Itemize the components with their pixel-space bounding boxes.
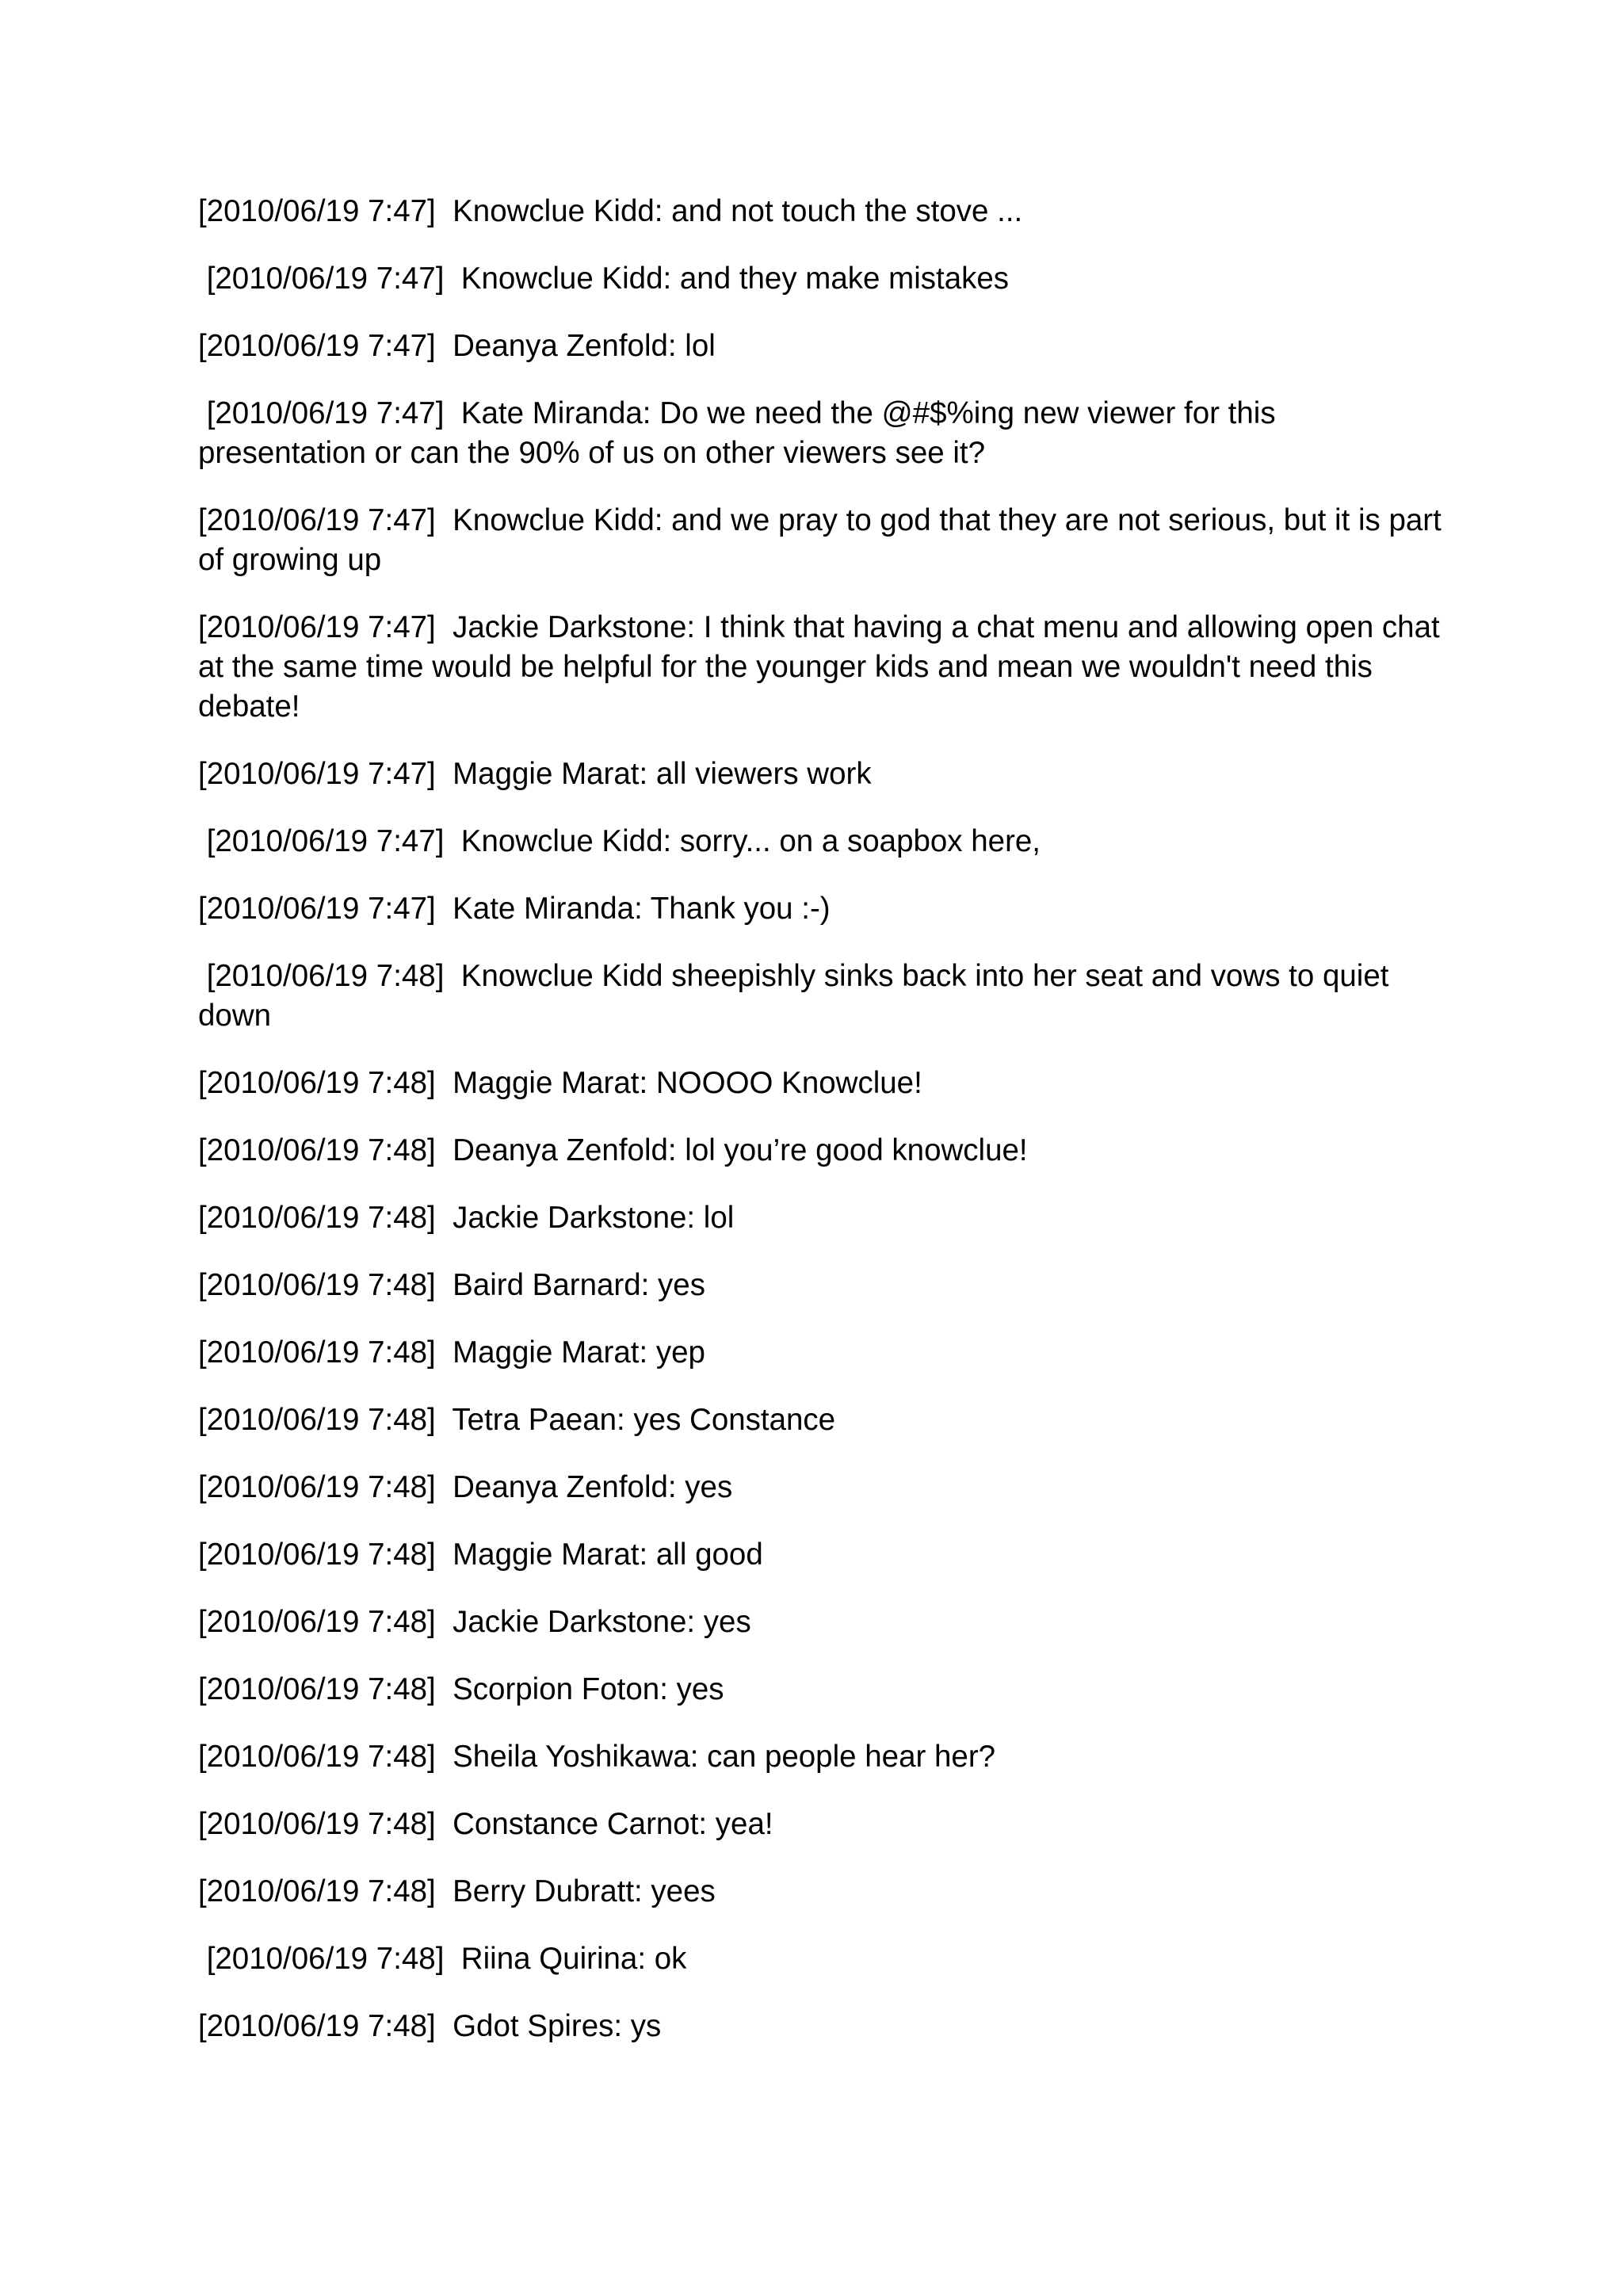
- chat-line: [2010/06/19 7:47] Knowclue Kidd: and not touch the stove ...: [198, 194, 1023, 228]
- chat-line: [2010/06/19 7:48] Maggie Marat: NOOOO Knowclue!: [198, 1066, 922, 1100]
- chat-line: [2010/06/19 7:48] Maggie Marat: yep: [198, 1335, 705, 1370]
- chat-line: [2010/06/19 7:48] Baird Barnard: yes: [198, 1268, 705, 1302]
- chat-line: [2010/06/19 7:48] Knowclue Kidd sheepishly sinks back into her seat and vows to quiet down: [198, 959, 1398, 1033]
- chat-line: [2010/06/19 7:48] Sheila Yoshikawa: can people hear her?: [198, 1740, 996, 1774]
- chat-line: [2010/06/19 7:47] Knowclue Kidd: and they make mistakes: [198, 262, 1010, 296]
- chat-log: [198, 192, 1450, 2074]
- chat-line: [2010/06/19 7:48] Berry Dubratt: yees: [198, 1874, 716, 1908]
- chat-line: [2010/06/19 7:47] Deanya Zenfold: lol: [198, 329, 716, 363]
- chat-line: [2010/06/19 7:47] Knowclue Kidd: sorry... on a soapbox here,: [198, 824, 1041, 858]
- chat-line: [2010/06/19 7:47] Kate Miranda: Do we need the @#$%ing new viewer for this presentation or can the 90% of us on other viewers see it?: [198, 396, 1285, 470]
- chat-line: [2010/06/19 7:47] Knowclue Kidd: and we pray to god that they are not serious, but it is part of growing up: [198, 503, 1450, 577]
- chat-line: [2010/06/19 7:47] Kate Miranda: Thank you :-): [198, 892, 831, 926]
- chat-line: [2010/06/19 7:47] Maggie Marat: all viewers work: [198, 757, 872, 791]
- chat-line: [2010/06/19 7:48] Scorpion Foton: yes: [198, 1672, 724, 1706]
- chat-line: [2010/06/19 7:48] Gdot Spires: ys: [198, 2009, 662, 2043]
- chat-line: [2010/06/19 7:48] Riina Quirina: ok: [198, 1942, 687, 1976]
- chat-line: [2010/06/19 7:47] Jackie Darkstone: I think that having a chat menu and allowing open chat at the same time would be helpful for the younger kids and mean we wouldn't need this debate!: [198, 610, 1449, 724]
- chat-line: [2010/06/19 7:48] Jackie Darkstone: lol: [198, 1201, 735, 1235]
- chat-line: [2010/06/19 7:48] Constance Carnot: yea!: [198, 1807, 773, 1841]
- chat-line: [2010/06/19 7:48] Maggie Marat: all good: [198, 1538, 763, 1572]
- chat-line: [2010/06/19 7:48] Jackie Darkstone: yes: [198, 1605, 751, 1639]
- chat-line: [2010/06/19 7:48] Deanya Zenfold: yes: [198, 1470, 733, 1504]
- chat-line: [2010/06/19 7:48] Deanya Zenfold: lol you’re good knowclue!: [198, 1133, 1028, 1167]
- chat-line: [2010/06/19 7:48] Tetra Paean: yes Constance: [198, 1403, 836, 1437]
